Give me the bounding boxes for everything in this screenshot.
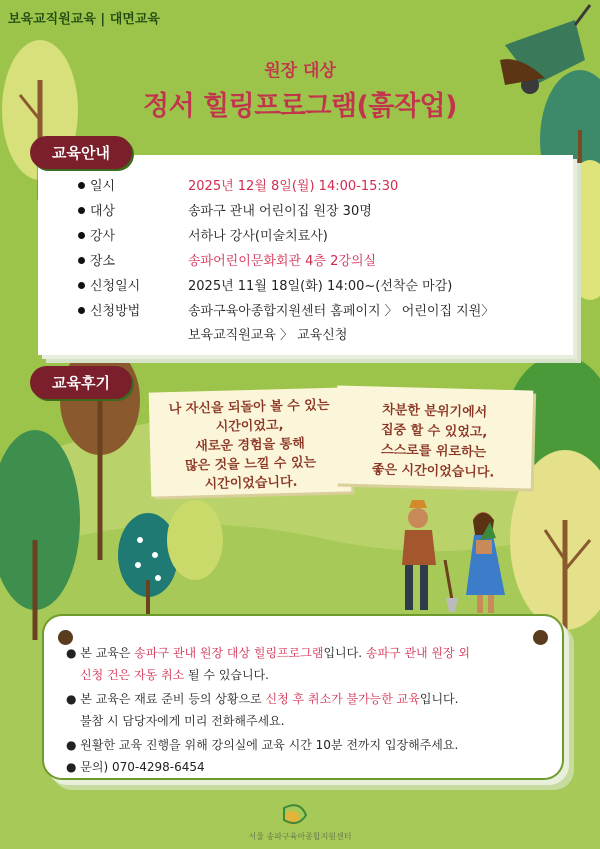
review-left-line: 시간이었습니다. — [204, 474, 298, 493]
bullet-icon — [78, 232, 85, 239]
bullet-icon — [78, 207, 85, 214]
binder-hole-icon — [58, 630, 73, 645]
review-right-line: 차분한 분위기에서 — [381, 402, 488, 421]
info-value-instructor: 서하나 강사(미술치료사) — [188, 229, 328, 244]
bullet-icon — [78, 282, 85, 289]
notice-line-6: ● 문의) 070-4298-6454 — [66, 760, 205, 774]
info-label-apply-method: 신청방법 — [90, 304, 141, 319]
notice-line-4: 불참 시 담당자에게 미리 전화해주세요. — [80, 714, 285, 728]
review-left-line: 나 자신을 되돌아 볼 수 있는 — [168, 397, 330, 418]
category-label: 보육교직원교육 | 대면교육 — [8, 12, 160, 27]
review-section-tag: 교육후기 — [30, 366, 132, 399]
info-label-target: 대상 — [90, 204, 116, 219]
review-left-line: 새로운 경험을 통해 — [195, 436, 306, 455]
notice-line-3: ● 본 교육은 재료 준비 등의 상황으로 신청 후 취소가 불가능한 교육입니다. — [66, 692, 459, 706]
binder-hole-icon — [533, 630, 548, 645]
review-left-line: 시간이었고, — [215, 418, 284, 435]
review-right-line: 좋은 시간이었습니다. — [371, 462, 495, 481]
info-label-apply-date: 신청일시 — [90, 279, 141, 294]
footer-org-name: 서울 송파구육아종합지원센터 — [248, 832, 352, 841]
info-value-apply-method: 송파구육아종합지원센터 홈페이지 〉 어린이집 지원〉 — [188, 304, 495, 319]
info-label-instructor: 강사 — [90, 229, 116, 244]
info-label-place: 장소 — [90, 254, 116, 269]
review-right-line: 집중 할 수 있었고, — [380, 422, 488, 441]
review-note-left — [149, 387, 352, 496]
review-left-line: 많은 것을 느낄 수 있는 — [184, 455, 317, 474]
notice-panel — [42, 614, 564, 780]
bullet-icon — [78, 257, 85, 264]
review-note-right — [335, 385, 533, 488]
notice-line-2: 신청 건은 자동 취소 될 수 있습니다. — [80, 668, 269, 682]
info-label-date: 일시 — [90, 179, 116, 194]
review-right-line: 스스로를 위로하는 — [380, 442, 487, 461]
target-label: 원장 대상 — [264, 61, 336, 81]
info-section-tag: 교육안내 — [30, 136, 132, 169]
bullet-icon — [78, 182, 85, 189]
info-panel — [38, 155, 573, 355]
info-value-apply-date: 2025년 11월 18일(화) 14:00~(선착순 마감) — [188, 279, 453, 294]
info-value-apply-method-cont: 보육교직원교육 〉 교육신청 — [188, 328, 348, 343]
notice-line-5: ● 원활한 교육 진행을 위해 강의실에 교육 시간 10분 전까지 입장해주세요. — [66, 738, 459, 752]
bullet-icon — [78, 307, 85, 314]
page-title: 정서 힐링프로그램(흙작업) — [143, 91, 457, 122]
notice-line-1: ● 본 교육은 송파구 관내 원장 대상 힐링프로그램입니다. 송파구 관내 원장 외 — [66, 646, 471, 660]
info-value-date: 2025년 12월 8일(월) 14:00-15:30 — [188, 179, 399, 194]
info-value-target: 송파구 관내 어린이집 원장 30명 — [188, 204, 372, 219]
info-value-place: 송파어린이문화회관 4층 2강의실 — [188, 254, 377, 269]
